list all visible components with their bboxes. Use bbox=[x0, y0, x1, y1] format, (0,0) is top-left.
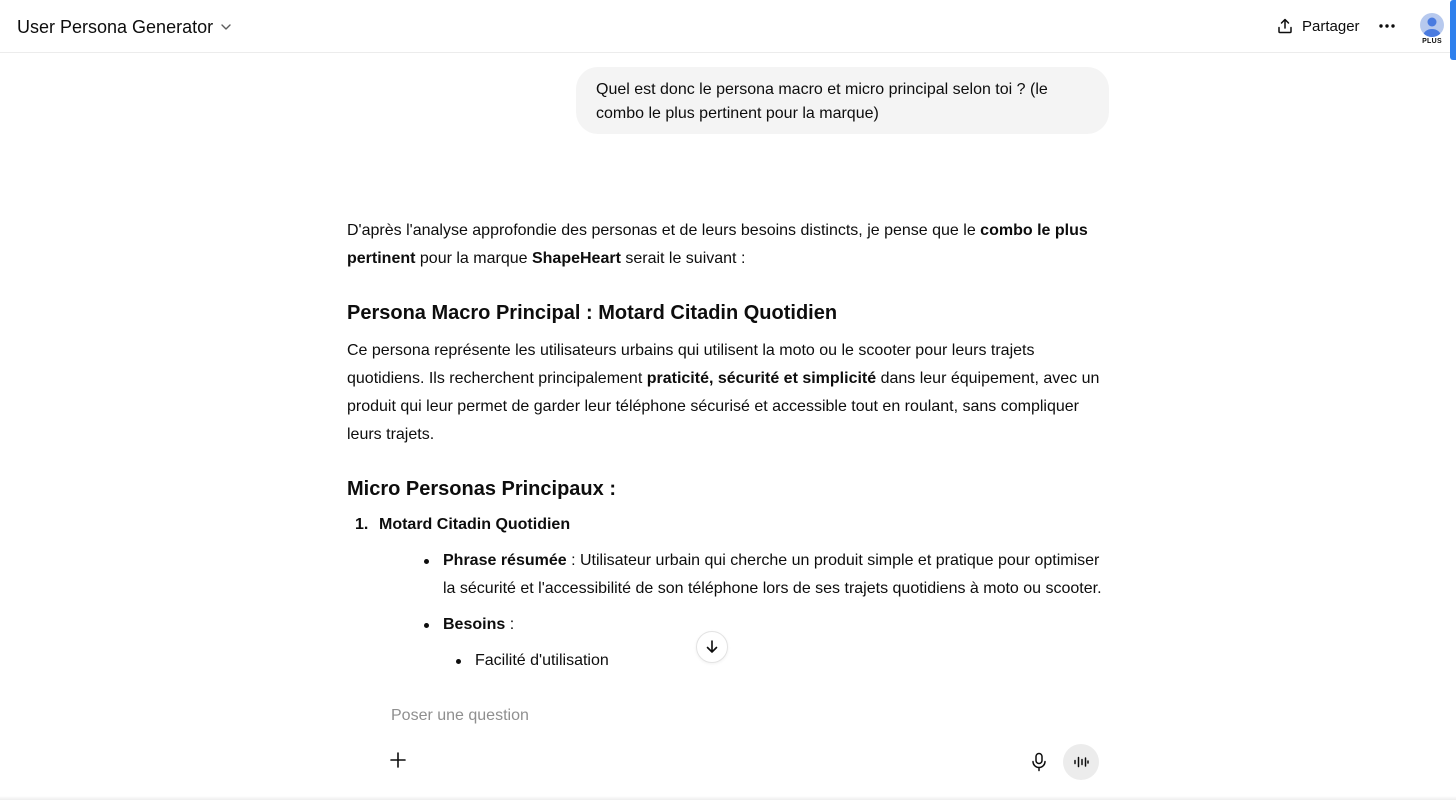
more-options-button[interactable] bbox=[1373, 12, 1401, 40]
chat-title: User Persona Generator bbox=[17, 16, 214, 37]
scroll-to-bottom-button[interactable] bbox=[696, 631, 728, 663]
dictate-button[interactable] bbox=[1029, 750, 1049, 774]
assistant-message bbox=[347, 217, 1112, 683]
heading-micro-personas: Micro Personas Principaux : bbox=[347, 478, 616, 500]
share-icon bbox=[1276, 17, 1294, 35]
list-item: Facilité d'utilisation bbox=[443, 647, 1112, 675]
model-selector-button[interactable] bbox=[17, 14, 233, 40]
voice-mode-button[interactable] bbox=[1063, 744, 1099, 780]
ellipsis-icon bbox=[1378, 23, 1396, 29]
composer bbox=[368, 690, 1110, 790]
avatar-icon bbox=[1420, 13, 1444, 37]
bottom-shadow bbox=[0, 796, 1456, 800]
ordered-list-item bbox=[347, 511, 1112, 675]
share-button[interactable] bbox=[1270, 11, 1366, 41]
waveform-icon bbox=[1073, 754, 1089, 770]
heading-macro-persona: Persona Macro Principal : Motard Citadin Quotidien bbox=[347, 302, 838, 324]
list-number: 1. bbox=[355, 516, 369, 533]
plus-icon bbox=[389, 751, 407, 769]
microphone-icon bbox=[1031, 752, 1047, 772]
arrow-down-icon bbox=[704, 639, 720, 655]
user-message-bubble bbox=[576, 67, 1109, 134]
intro-paragraph: D'après l'analyse approfondie des personas et de leurs besoins distincts, je pense que le combo le plus pertinent pour la marque ShapeHeart serait le suivant : bbox=[347, 222, 1088, 267]
nested-bullet-list bbox=[443, 647, 1112, 675]
macro-paragraph: Ce persona représente les utilisateurs urbains qui utilisent la moto ou le scooter pour leurs trajets quotidiens. Ils recherchent principalement praticité, sécurité et simplicité dans leur équipement, avec un produit qui leur permet de garder leur téléphone sécurisé et accessible tout en roulant, sans compliquer leurs trajets. bbox=[347, 342, 1100, 443]
list-item: Besoins : Facilité d'utilisation bbox=[411, 611, 1112, 675]
micro-persona-title: Motard Citadin Quotidien bbox=[379, 516, 571, 533]
top-bar bbox=[0, 0, 1456, 53]
share-label: Partager bbox=[1302, 17, 1360, 35]
prompt-input[interactable] bbox=[391, 704, 991, 728]
user-message-text: Quel est donc le persona macro et micro principal selon toi ? (le combo le plus pertinent pour la marque) bbox=[596, 81, 1048, 122]
bullet-list bbox=[379, 547, 1112, 675]
chevron-down-icon bbox=[219, 20, 233, 34]
list-item: Phrase résumée : Utilisateur urbain qui cherche un produit simple et pratique pour optimiser la sécurité et l'accessibilité de son téléphone lors de ses trajets quotidiens à moto ou scooter. bbox=[411, 547, 1112, 603]
attach-button[interactable] bbox=[386, 748, 410, 772]
user-avatar[interactable] bbox=[1417, 13, 1447, 47]
edge-indicator bbox=[1450, 0, 1456, 60]
plan-badge: PLUS bbox=[1422, 38, 1442, 45]
